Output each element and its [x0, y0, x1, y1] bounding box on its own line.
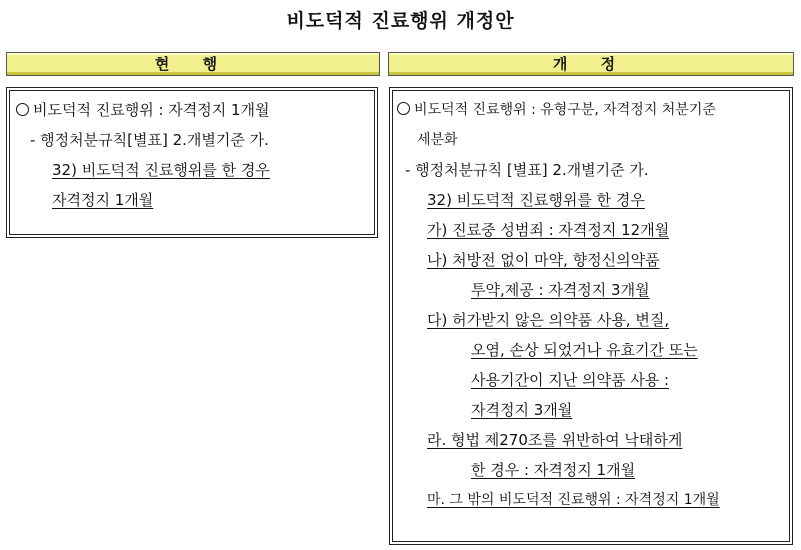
revised-line-6: 나) 처방전 없이 마약, 향정신의약품 [427, 251, 660, 269]
revised-line-9: 오염, 손상 되었거나 유효기간 또는 [471, 341, 698, 359]
page-title: 비도덕적 진료행위 개정안 [286, 10, 515, 32]
current-line-2: - 행정처분규칙[별표] 2.개별기준 가. [30, 131, 269, 149]
current-line-3: 32) 비도덕적 진료행위를 한 경우 [52, 161, 270, 179]
current-content-box [9, 90, 375, 235]
current-line-1: 비도덕적 진료행위 : 자격정지 1개월 [16, 95, 370, 125]
circle-bullet-icon [16, 103, 29, 116]
revised-line-12: 라. 형법 제270조를 위반하여 낙태하게 [427, 431, 683, 449]
revised-line-5: 가) 진료중 성범죄 : 자격정지 12개월 [427, 221, 670, 239]
revised-line-3: - 행정처분규칙 [별표] 2.개별기준 가. [405, 161, 649, 179]
revised-line-10: 사용기간이 지난 의약품 사용 : [471, 371, 670, 389]
revised-content-box [392, 90, 790, 542]
revised-line-2: 세분화 [417, 132, 458, 148]
current-line-4: 자격정지 1개월 [52, 191, 154, 209]
revised-line-11: 자격정지 3개월 [471, 401, 573, 419]
revised-line-1: 비도덕적 진료행위 : 유형구분, 자격정지 처분기준 [397, 95, 785, 125]
current-column-header: 현 행 [6, 52, 380, 76]
circle-bullet-icon [397, 102, 410, 115]
revised-line-7: 투약,제공 : 자격정지 3개월 [471, 281, 650, 299]
revised-line-14: 마. 그 밖의 비도덕적 진료행위 : 자격정지 1개월 [427, 492, 720, 508]
revised-line-8: 다) 허가받지 않은 의약품 사용, 변질, [427, 311, 670, 329]
revised-line-13: 한 경우 : 자격정지 1개월 [471, 461, 636, 479]
revised-line-4: 32) 비도덕적 진료행위를 한 경우 [427, 191, 645, 209]
revised-column-header: 개 정 [388, 52, 794, 76]
